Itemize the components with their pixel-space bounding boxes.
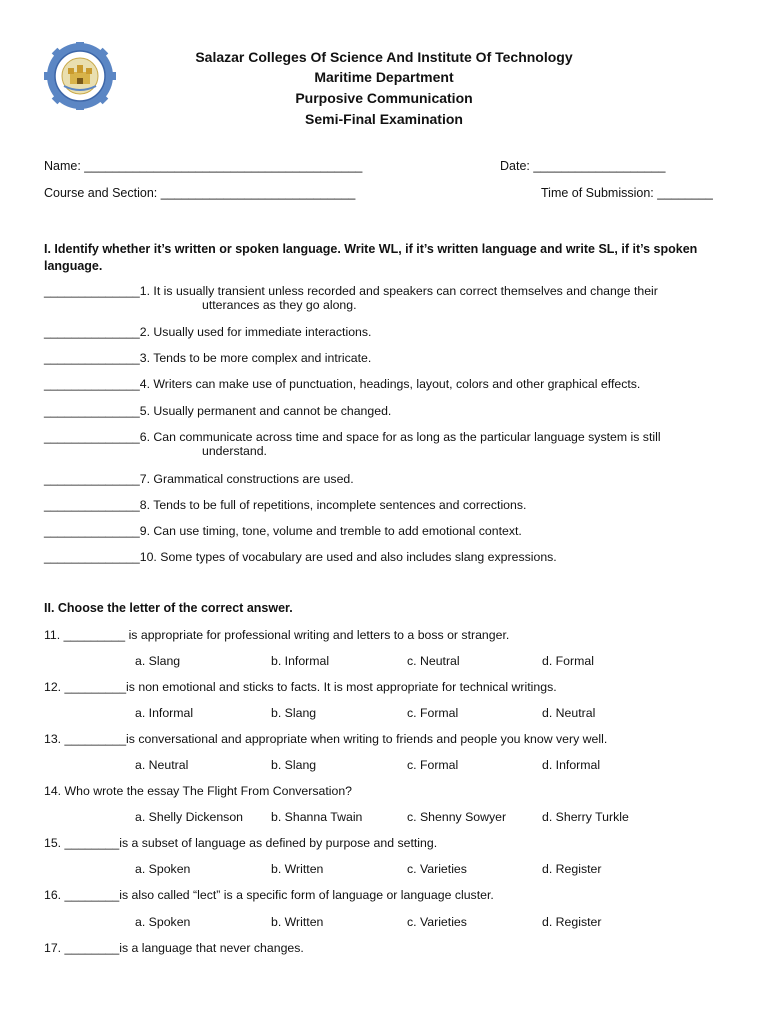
q16-option-a[interactable]: a. Spoken — [135, 915, 191, 929]
course-subject: Purposive Communication — [295, 90, 473, 106]
q11-option-a[interactable]: a. Slang — [135, 654, 181, 668]
identify-item-7[interactable] — [44, 472, 354, 486]
q16-option-c[interactable]: c. Varieties — [407, 915, 467, 929]
identify-item-3[interactable] — [44, 351, 371, 365]
question-17: 17. ________is a language that never changes. — [44, 941, 304, 955]
section-2-instructions: II. Choose the letter of the correct answer. — [44, 601, 293, 615]
identify-item-10[interactable] — [44, 550, 557, 564]
q13-option-c[interactable]: c. Formal — [407, 758, 459, 772]
q14-option-c[interactable]: c. Shenny Sowyer — [407, 810, 507, 824]
item-text: ______________3. Tends to be more complex and intricate. — [44, 351, 372, 365]
name-field[interactable]: Name: ________________________________________ — [44, 159, 363, 173]
question-14: 14. Who wrote the essay The Flight From Conversation? — [44, 784, 353, 798]
q15-option-c[interactable]: c. Varieties — [407, 862, 467, 876]
question-16: 16. ________is also called “lect” is a specific form of language or language cluster. — [44, 888, 494, 902]
identify-item-2[interactable] — [44, 325, 371, 339]
identify-item-8[interactable] — [44, 498, 526, 512]
course-section-field[interactable]: Course and Section: ____________________________ — [44, 186, 356, 200]
time-of-submission-field[interactable]: Time of Submission: ________ — [541, 186, 713, 200]
question-15: 15. ________is a subset of language as defined by purpose and setting. — [44, 836, 438, 850]
q12-option-d[interactable]: d. Neutral — [542, 706, 596, 720]
q14-option-b[interactable]: b. Shanna Twain — [271, 810, 363, 824]
date-field[interactable]: Date: ___________________ — [500, 159, 666, 173]
q14-option-a[interactable]: a. Shelly Dickenson — [135, 810, 243, 824]
identify-item-9[interactable] — [44, 524, 522, 538]
q13-option-b[interactable]: b. Slang — [271, 758, 317, 772]
item-text: ______________2. Usually used for immediate interactions. — [44, 325, 372, 339]
q11-option-d[interactable]: d. Formal — [542, 654, 594, 668]
school-name: Salazar Colleges Of Science And Institute Of Technology — [195, 49, 573, 65]
item-text-continued: understand. — [202, 444, 267, 458]
section-1-instructions: I. Identify whether it’s written or spoken language. Write WL, if it’s written language and write SL, if it’s spoken language. — [44, 242, 698, 273]
q15-option-a[interactable]: a. Spoken — [135, 862, 191, 876]
q11-option-c[interactable]: c. Neutral — [407, 654, 460, 668]
identify-item-6[interactable] — [44, 430, 661, 458]
item-text: ______________5. Usually permanent and cannot be changed. — [44, 404, 392, 418]
q11-option-b[interactable]: b. Informal — [271, 654, 330, 668]
question-12: 12. _________is non emotional and sticks to facts. It is most appropriate for technical writings. — [44, 680, 557, 694]
identify-item-5[interactable] — [44, 404, 391, 418]
item-text: ______________8. Tends to be full of repetitions, incomplete sentences and corrections. — [44, 498, 527, 512]
q12-option-a[interactable]: a. Informal — [135, 706, 194, 720]
item-text: ______________10. Some types of vocabulary are used and also includes slang expressions. — [44, 550, 557, 564]
item-text: ______________6. Can communicate across time and space for as long as the particular language system is still — [44, 430, 661, 444]
identify-item-4[interactable] — [44, 377, 640, 391]
q15-option-d[interactable]: d. Register — [542, 862, 602, 876]
exam-title: Semi-Final Examination — [305, 111, 463, 127]
question-13: 13. _________is conversational and appropriate when writing to friends and people you know very well. — [44, 732, 608, 746]
question-11: 11. _________ is appropriate for professional writing and letters to a boss or stranger. — [44, 628, 510, 642]
q13-option-a[interactable]: a. Neutral — [135, 758, 189, 772]
q15-option-b[interactable]: b. Written — [271, 862, 324, 876]
q12-option-b[interactable]: b. Slang — [271, 706, 317, 720]
item-text: ______________9. Can use timing, tone, volume and tremble to add emotional context. — [44, 524, 522, 538]
q14-option-d[interactable]: d. Sherry Turkle — [542, 810, 629, 824]
item-text: ______________4. Writers can make use of punctuation, headings, layout, colors and other graphical effects. — [44, 377, 641, 391]
item-text: ______________7. Grammatical constructions are used. — [44, 472, 354, 486]
q12-option-c[interactable]: c. Formal — [407, 706, 459, 720]
item-text: ______________1. It is usually transient unless recorded and speakers can correct themselves and change their — [44, 284, 658, 298]
q16-option-d[interactable]: d. Register — [542, 915, 602, 929]
identify-item-1[interactable] — [44, 284, 658, 312]
item-text-continued: utterances as they go along. — [202, 298, 357, 312]
q13-option-d[interactable]: d. Informal — [542, 758, 601, 772]
department-name: Maritime Department — [314, 69, 454, 85]
q16-option-b[interactable]: b. Written — [271, 915, 324, 929]
